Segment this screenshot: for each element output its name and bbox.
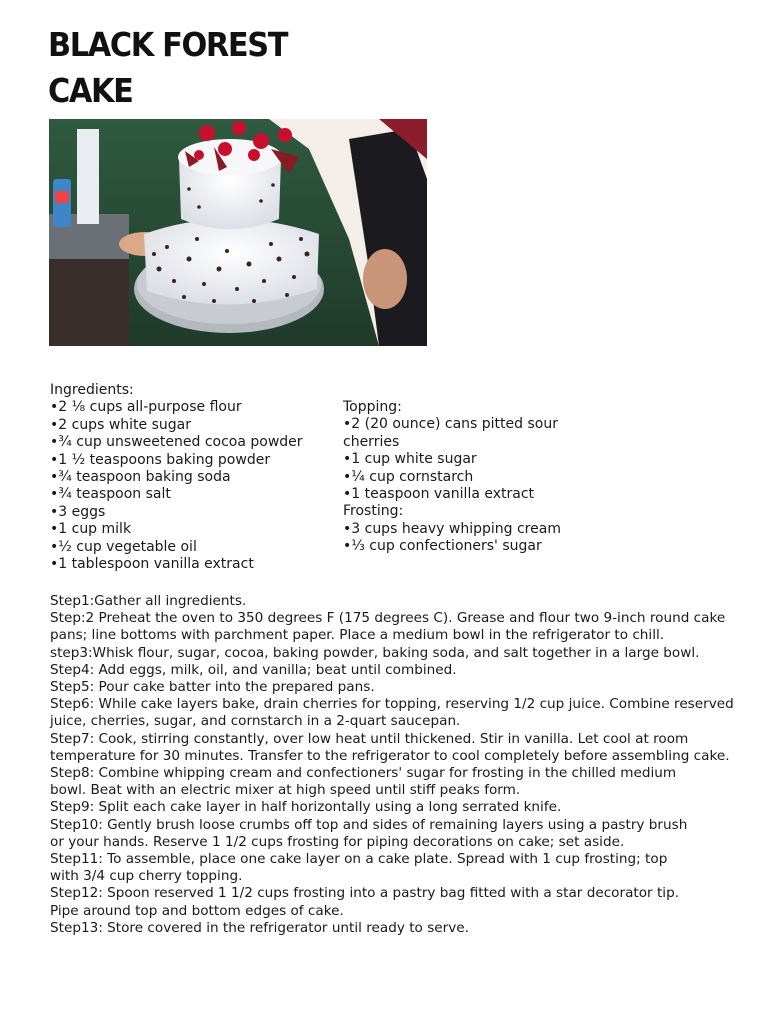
- ingredients-heading: Ingredients:: [50, 382, 134, 398]
- step-line: Step8: Combine whipping cream and confectioners' sugar for frosting in the chilled medium: [50, 765, 677, 782]
- step-line: juice, cherries, sugar, and cornstarch in a 2-quart saucepan.: [50, 713, 461, 730]
- ingredient-item: •3 eggs: [50, 503, 106, 520]
- topping-item: •¼ cup cornstarch: [343, 468, 474, 485]
- title-line-1: BLACK FOREST: [48, 25, 288, 64]
- topping-heading: Topping:: [343, 399, 402, 415]
- step-line: Step4: Add eggs, milk, oil, and vanilla; beat until combined.: [50, 661, 457, 678]
- step-line: Step7: Cook, stirring constantly, over low heat until thickened. Stir in vanilla. Let cool at room: [50, 730, 689, 747]
- frosting-item: •3 cups heavy whipping cream: [343, 520, 561, 537]
- ingredient-item: •2 cups white sugar: [50, 416, 191, 433]
- topping-item: •1 teaspoon vanilla extract: [343, 486, 535, 503]
- ingredient-item: •¾ teaspoon salt: [50, 486, 171, 503]
- step-line: Step1:Gather all ingredients.: [50, 593, 247, 609]
- topping-item: •1 cup white sugar: [343, 451, 477, 468]
- ingredient-item: •2 ⅛ cups all-purpose flour: [50, 399, 242, 416]
- frosting-heading: Frosting:: [343, 503, 404, 520]
- step-line: pans; line bottoms with parchment paper. Place a medium bowl in the refrigerator to chill.: [50, 627, 665, 644]
- topping-item: cherries: [343, 433, 400, 450]
- ingredient-item: •¾ cup unsweetened cocoa powder: [50, 434, 303, 451]
- step-line: bowl. Beat with an electric mixer at high speed until stiff peaks form.: [50, 782, 521, 799]
- topping-item: •2 (20 ounce) cans pitted sour: [343, 416, 558, 433]
- step-line: Step12: Spoon reserved 1 1/2 cups frosting into a pastry bag fitted with a star decorator tip.: [50, 885, 680, 902]
- step-line: step3:Whisk flour, sugar, cocoa, baking powder, baking soda, and salt together in a large bowl.: [50, 644, 700, 661]
- ingredient-item: •1 cup milk: [50, 521, 132, 538]
- ingredient-item: •1 ½ teaspoons baking powder: [50, 451, 271, 468]
- title-line-2: CAKE: [48, 71, 133, 110]
- ingredient-item: •½ cup vegetable oil: [50, 538, 197, 555]
- step-line: Step6: While cake layers bake, drain cherries for topping, reserving 1/2 cup juice. Combine reserved: [50, 696, 734, 713]
- step-line: Step13: Store covered in the refrigerator until ready to serve.: [50, 919, 469, 936]
- step-line: Step:2 Preheat the oven to 350 degrees F (175 degrees C). Grease and flour two 9-inch round cake: [50, 610, 726, 627]
- ingredients-section: [50, 382, 340, 573]
- step-line: or your hands. Reserve 1 1/2 cups frosting for piping decorations on cake; set aside.: [50, 833, 625, 850]
- topping-frosting-section: [343, 399, 603, 556]
- step-line: Step10: Gently brush loose crumbs off top and sides of remaining layers using a pastry brush: [50, 816, 688, 833]
- recipe-title: [48, 22, 416, 114]
- step-line: Step11: To assemble, place one cake layer on a cake plate. Spread with 1 cup frosting; top: [50, 851, 668, 868]
- cake-photo: [49, 119, 427, 346]
- step-line: Step9: Split each cake layer in half horizontally using a long serrated knife.: [50, 799, 562, 816]
- step-line: temperature for 30 minutes. Transfer to the refrigerator to cool completely before assembling cake.: [50, 747, 730, 764]
- steps-section: [50, 593, 750, 937]
- frosting-item: •⅓ cup confectioners' sugar: [343, 538, 542, 555]
- step-line: Pipe around top and bottom edges of cake.: [50, 902, 344, 919]
- step-line: Step5: Pour cake batter into the prepared pans.: [50, 679, 375, 696]
- ingredient-item: •¾ teaspoon baking soda: [50, 469, 231, 486]
- step-line: with 3/4 cup cherry topping.: [50, 868, 243, 885]
- ingredient-item: •1 tablespoon vanilla extract: [50, 556, 254, 573]
